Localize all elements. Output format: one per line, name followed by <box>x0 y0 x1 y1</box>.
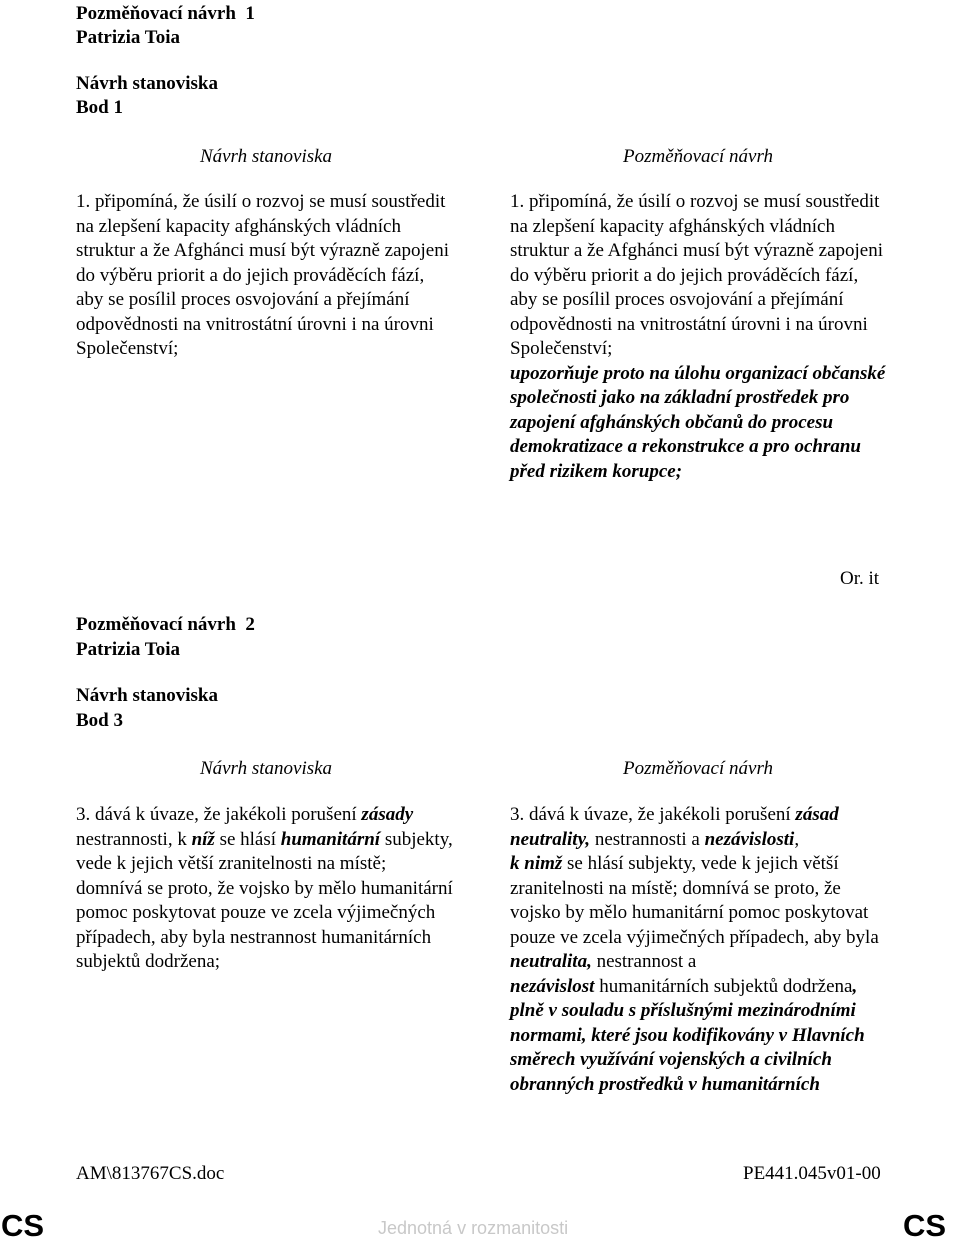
amendment-1-left-text: 1. připomíná, že úsilí o rozvoj se musí soustředit na zlepšení kapacity afghánských vládních struktur a že Afghánci musí být výrazně zapojeni do výběru priorit a do jejich prováděcích fází, aby se posílil proces osvojování a přejímání odpovědnosti na vnitrostátní úrovni i na úrovni Společenství; <box>76 191 450 359</box>
footer-motto: Jednotná v rozmanitosti <box>378 1218 569 1238</box>
amendment-1-right-header: Pozměňovací návrh <box>622 146 774 167</box>
footer-doc-ref: AM\813767CS.doc <box>76 1163 225 1184</box>
amendment-2-right-text: 3. dává k úvaze, že jakékoli porušení zásad neutrality, nestrannosti a nezávislosti, k nimž se hlásí subjekty, vede k jejich větší zranitelnosti na místě; domnívá se proto, že vojsko by mělo humanitární pomoc poskytovat pouze ve zcela výjimečných případech, aby byla neutralita, nestrannost a nezávislost humanitárních subjektů dodržena, plně v souladu s příslušnými mezinárodními normami, které jsou kodifikovány v Hlavních směrech využívání vojenských a civilních obranných prostředků v humanitárních <box>510 804 879 1095</box>
amendment-2-title: Pozměňovací návrh 2 <box>76 614 255 635</box>
amendment-2-left-text: 3. dává k úvaze, že jakékoli porušení zásady nestrannosti, k níž se hlásí humanitární subjekty, vede k jejich větší zranitelnosti na místě; domnívá se proto, že vojsko by mělo humanitární pomoc poskytovat pouze ve zcela výjimečných případech, aby byla nestrannost humanitárních subjektů dodržena; <box>76 804 453 972</box>
amendment-1-author: Patrizia Toia <box>76 27 180 48</box>
footer-pe-ref: PE441.045v01-00 <box>743 1163 881 1184</box>
amendment-1-added-text: upozorňuje proto na úlohu organizací občanské společnosti jako na základní prostředek pro zapojení afghánských občanů do procesu demokratizace a rekonstrukce a pro ochranu před rizikem korupce; <box>510 362 886 482</box>
amendment-2-left-header: Návrh stanoviska <box>199 758 333 779</box>
amendment-1-bod: Bod 1 <box>76 97 123 118</box>
original-language: Or. it <box>840 568 880 589</box>
footer-lang-right: CS <box>903 1208 947 1243</box>
amendment-1-title: Pozměňovací návrh 1 <box>76 3 255 24</box>
amendment-1-target: Návrh stanoviska <box>76 73 218 94</box>
amendment-1-right-text: 1. připomíná, že úsilí o rozvoj se musí soustředit na zlepšení kapacity afghánských vládních struktur a že Afghánci musí být výrazně zapojeni do výběru priorit a do jejich prováděcích fází, aby se posílil proces osvojování a přejímání odpovědnosti na vnitrostátní úrovni i na úrovni Společenství; upozorňuje proto na úlohu organizací občanské společnosti jako na základní prostředek pro zapojení afghánských občanů do procesu demokratizace a rekonstrukce a pro ochranu před rizikem korupce; <box>510 190 890 484</box>
amendment-2-right-header: Pozměňovací návrh <box>622 758 774 779</box>
amendment-2-bod: Bod 3 <box>76 710 123 731</box>
amendment-2-target: Návrh stanoviska <box>76 685 218 706</box>
footer-lang-left: CS <box>1 1208 45 1243</box>
amendment-1-left-header: Návrh stanoviska <box>199 146 333 167</box>
amendment-2-author: Patrizia Toia <box>76 639 180 660</box>
